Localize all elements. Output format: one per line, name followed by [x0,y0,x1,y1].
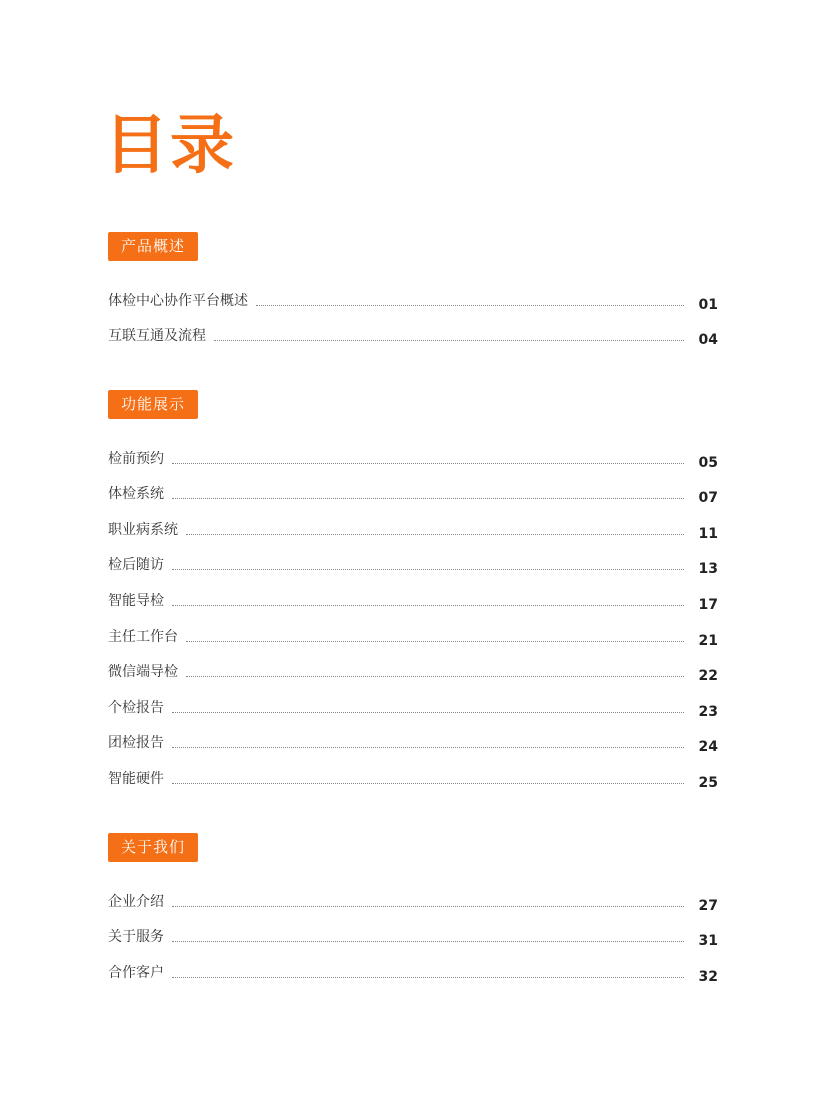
toc-entry-label: 智能硬件 [108,770,164,787]
toc-entry[interactable] [108,756,718,792]
leader-dots [256,304,684,306]
toc-entry-page: 27 [698,897,718,914]
toc-entry[interactable] [108,879,718,915]
toc-entry[interactable] [108,507,718,543]
leader-dots [172,976,684,978]
leader-dots [172,905,684,907]
toc-entry-label: 合作客户 [108,964,164,981]
toc-entry-page: 23 [698,703,718,720]
section-heading-badge: 功能展示 [108,390,198,419]
toc-entry-page: 21 [698,632,718,649]
toc-entry-label: 关于服务 [108,929,164,946]
leader-dots [172,782,684,784]
toc-entry-label: 微信端导检 [108,664,178,681]
leader-dots [186,675,684,677]
toc-entry-page: 01 [698,296,718,313]
toc-entry[interactable] [108,278,718,314]
toc-entry-page: 04 [698,332,718,349]
leader-dots [172,462,684,464]
toc-entry-page: 17 [698,596,718,613]
toc-list [108,436,718,792]
toc-section-product-overview [108,232,718,349]
toc-entry-label: 检后随访 [108,557,164,574]
toc-entry[interactable] [108,578,718,614]
toc-entry-label: 职业病系统 [108,521,178,538]
toc-entry-label: 主任工作台 [108,628,178,645]
leader-dots [172,711,684,713]
toc-entry[interactable] [108,950,718,986]
toc-entry[interactable] [108,685,718,721]
toc-entry-page: 31 [698,933,718,950]
page-title: 目录 [104,109,236,183]
toc-entry-page: 24 [698,739,718,756]
toc-entry[interactable] [108,614,718,650]
toc-entry-page: 22 [698,668,718,685]
leader-dots [172,568,684,570]
toc-list [108,278,718,349]
toc-entry-page: 13 [698,561,718,578]
toc-entry-label: 体检系统 [108,486,164,503]
toc-entry-page: 25 [698,774,718,791]
toc-entry[interactable] [108,543,718,579]
toc-section-about-us [108,833,718,986]
leader-dots [172,746,684,748]
leader-dots [172,604,684,606]
toc-entry[interactable] [108,915,718,951]
leader-dots [186,640,684,642]
leader-dots [172,497,684,499]
toc-entry-label: 检前预约 [108,450,164,467]
toc-entry-label: 体检中心协作平台概述 [108,292,248,309]
toc-entry[interactable] [108,721,718,757]
section-heading-badge: 产品概述 [108,232,198,261]
toc-entry[interactable] [108,436,718,472]
toc-entry[interactable] [108,314,718,350]
leader-dots [186,533,684,535]
toc-entry-label: 企业介绍 [108,893,164,910]
toc-entry-label: 互联互通及流程 [108,328,206,345]
toc-entry[interactable] [108,472,718,508]
section-heading-badge: 关于我们 [108,833,198,862]
toc-entry-page: 05 [698,454,718,471]
toc-entry-page: 11 [698,525,718,542]
toc-entry-label: 个检报告 [108,699,164,716]
toc-entry-label: 智能导检 [108,592,164,609]
toc-entry[interactable] [108,650,718,686]
toc-list [108,879,718,986]
toc-entry-page: 07 [698,490,718,507]
toc-entry-label: 团检报告 [108,735,164,752]
leader-dots [214,339,684,341]
toc-entry-page: 32 [698,968,718,985]
leader-dots [172,940,684,942]
toc-section-feature-showcase [108,390,718,792]
